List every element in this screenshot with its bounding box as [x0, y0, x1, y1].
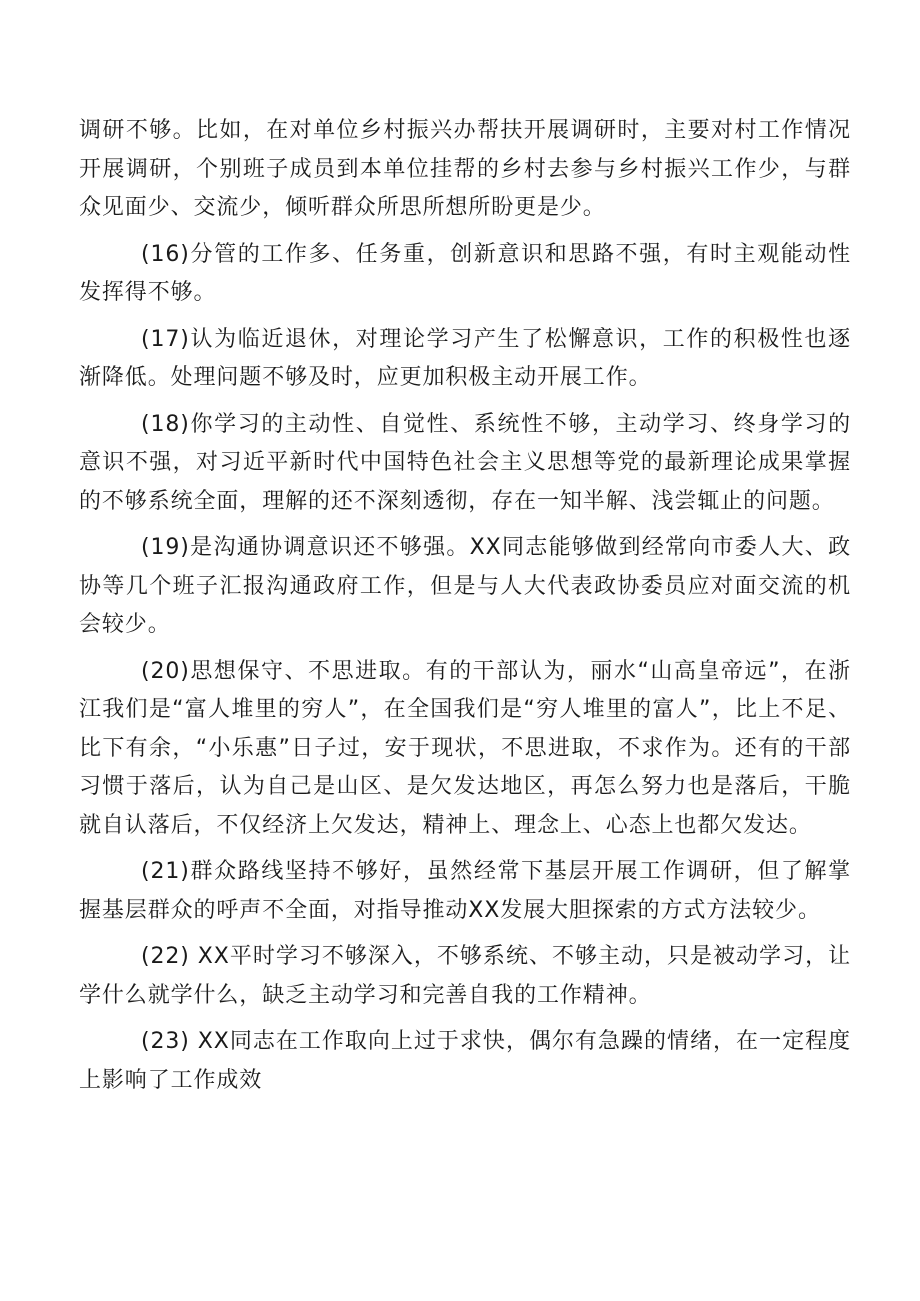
paragraph-item-23: (23) XX同志在工作取向上过于求快，偶尔有急躁的情绪，在一定程度上影响了工作成效 [79, 1029, 851, 1093]
paragraph-item-20: (20)思想保守、不思进取。有的干部认为，丽水“山高皇帝远”，在浙江我们是“富人堆里的穷人”，在全国我们是“穷人堆里的富人”，比上不足、比下有余，“小乐惠”日子过，安于现状，不思进取，不求作为。还有的干部习惯于落后，认为自己是山区、是欠发达地区，再怎么努力也是落后，干脆就自认落后，不仅经济上欠发达，精神上、理念上、心态上也都欠发达。 [79, 658, 851, 838]
paragraph-item-17: (17)认为临近退休，对理论学习产生了松懈意识，工作的积极性也逐渐降低。处理问题不够及时，应更加积极主动开展工作。 [79, 326, 851, 390]
paragraph-continuation: 调研不够。比如，在对单位乡村振兴办帮扶开展调研时，主要对村工作情况开展调研，个别班子成员到本单位挂帮的乡村去参与乡村振兴工作少，与群众见面少、交流少，倾听群众所思所想所盼更是少。 [79, 118, 851, 220]
paragraph-item-22: (22) XX平时学习不够深入，不够系统、不够主动，只是被动学习，让学什么就学什么，缺乏主动学习和完善自我的工作精神。 [79, 944, 851, 1008]
paragraph-item-21: (21)群众路线坚持不够好，虽然经常下基层开展工作调研，但了解掌握基层群众的呼声不全面，对指导推动XX发展大胆探索的方式方法较少。 [79, 859, 851, 923]
paragraph-item-16: (16)分管的工作多、任务重，创新意识和思路不强，有时主观能动性发挥得不够。 [79, 241, 851, 305]
document-body [79, 112, 851, 1100]
paragraph-item-19: (19)是沟通协调意识还不够强。XX同志能够做到经常向市委人大、政协等几个班子汇报沟通政府工作，但是与人大代表政协委员应对面交流的机会较少。 [79, 535, 851, 637]
paragraph-item-18: (18)你学习的主动性、自觉性、系统性不够，主动学习、终身学习的意识不强，对习近平新时代中国特色社会主义思想等党的最新理论成果掌握的不够系统全面，理解的还不深刻透彻，存在一知半解、浅尝辄止的问题。 [79, 411, 851, 514]
